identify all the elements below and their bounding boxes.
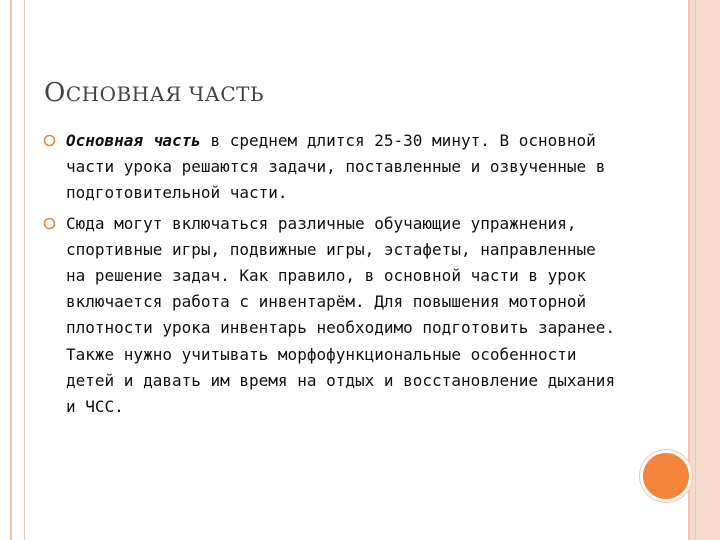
title-first-letter: О (44, 78, 66, 108)
right-frame-line-inner (695, 0, 696, 540)
title-rest: СНОВНАЯ ЧАСТЬ (65, 82, 264, 106)
bullet-item (40, 211, 620, 421)
right-frame-line (688, 0, 690, 540)
bullet-list (40, 128, 620, 424)
bullet-text (66, 128, 620, 207)
bullet-emphasis: Основная часть (66, 131, 201, 150)
circle-bullet-icon (43, 134, 56, 147)
left-frame-line-inner (24, 0, 25, 540)
bullet-text (66, 211, 620, 421)
slide-title (44, 78, 264, 108)
bullet-item (40, 128, 620, 207)
bullet-body: Сюда могут включаться различные обучающие упражнения, спортивные игры, подвижные игры, эстафеты, направленные на решение задач. Как правило, в основной части в урок включается работа с инвентарём. Для повышения моторной плотности урока инвентарь необходимо подготовить заранее. Также нужно учитывать морфофункциональные особенности детей и давать им время на отдых и восстановление дыхания и ЧСС. (66, 213, 616, 417)
circle-bullet-icon (43, 217, 56, 230)
orange-circle-icon (640, 450, 692, 502)
left-frame-line (10, 0, 12, 540)
bullet-body: в среднем длится 25-30 минут. В основной части урока решаются задачи, поставленные и озвученные в подготовительной части. (66, 131, 606, 203)
